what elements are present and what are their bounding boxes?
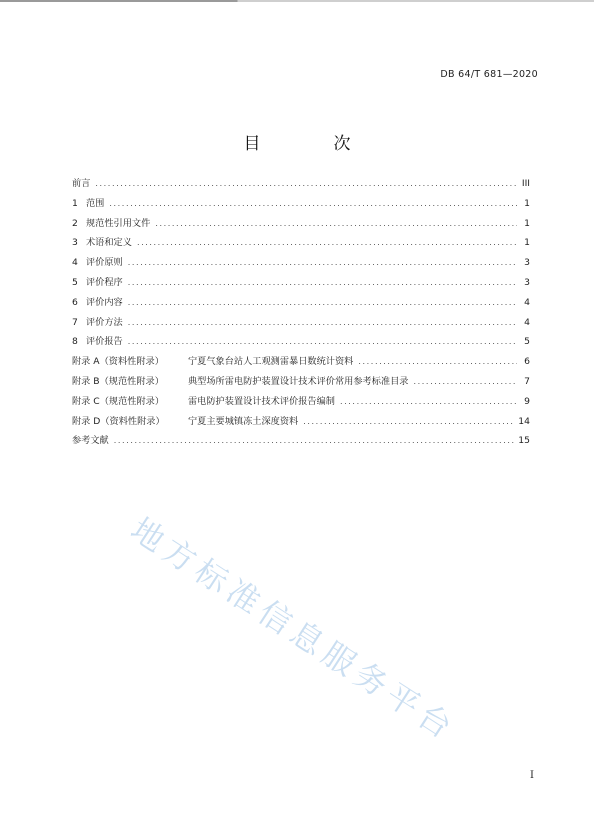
toc-entry[interactable] — [72, 313, 530, 333]
toc-entry-page: 6 — [524, 356, 530, 368]
toc-entry-page: 3 — [524, 276, 530, 288]
page-number: I — [530, 770, 534, 781]
toc-entry-label: 评价内容 — [86, 296, 123, 308]
toc-leader-dots — [114, 431, 516, 451]
toc-entry-label: 前言 — [72, 178, 91, 189]
toc-entry-appendix-prefix: 附录 C（规范性附录） — [72, 395, 165, 407]
toc-entry-page: 7 — [524, 375, 530, 387]
toc-entry-label: 宁夏气象台站人工观测雷暴日数统计资料 — [188, 356, 354, 368]
toc-entry-label: 雷电防护装置设计技术评价报告编制 — [188, 395, 335, 407]
toc-leader-dots — [128, 332, 517, 352]
toc-entry-label: 评价报告 — [86, 336, 123, 348]
top-rule — [0, 0, 594, 2]
toc-entry-number: 4 — [72, 257, 78, 269]
toc-entry-label: 术语和定义 — [86, 237, 132, 249]
toc-entry[interactable] — [72, 332, 530, 352]
toc-entry-label: 评价方法 — [86, 316, 123, 328]
toc-leader-dots — [128, 253, 517, 273]
toc-entry-label: 参考文献 — [72, 435, 109, 447]
toc-entry-label: 范围 — [86, 197, 105, 209]
toc-entry-label: 评价原则 — [86, 257, 123, 269]
toc-entry-appendix-prefix: 附录 D（资料性附录） — [72, 415, 165, 427]
toc-entry-label: 宁夏主要城镇冻土深度资料 — [188, 415, 299, 427]
toc-entry-page: 14 — [518, 415, 530, 427]
toc-leader-dots — [414, 372, 518, 392]
toc-entry[interactable] — [72, 253, 530, 273]
toc-entry-page: 5 — [524, 336, 530, 348]
toc-entry-page: 1 — [524, 237, 530, 249]
toc-entry-page: 1 — [524, 217, 530, 229]
toc-entry-page: 3 — [524, 257, 530, 269]
toc-leader-dots — [340, 392, 517, 412]
toc-entry[interactable] — [72, 174, 530, 194]
toc-leader-dots — [303, 412, 515, 432]
toc-leader-dots — [358, 352, 517, 372]
toc-entry[interactable] — [72, 392, 530, 412]
toc-entry[interactable] — [72, 194, 530, 214]
toc-entry[interactable] — [72, 372, 530, 392]
toc-entry[interactable] — [72, 431, 530, 451]
watermark: 地方标准信息服务平台 — [124, 510, 464, 749]
toc-leader-dots — [109, 194, 517, 214]
toc-entry[interactable] — [72, 214, 530, 234]
toc-entry-number: 6 — [72, 296, 78, 308]
toc-leader-dots — [128, 313, 517, 333]
toc-entry[interactable] — [72, 412, 530, 432]
toc-entry-page: 4 — [524, 296, 530, 308]
toc-entry[interactable] — [72, 293, 530, 313]
toc-leader-dots — [155, 214, 517, 234]
toc-leader-dots — [95, 174, 517, 194]
toc-entry-number: 8 — [72, 336, 78, 348]
document-code: DB 64/T 681—2020 — [440, 69, 538, 80]
toc-entry-page: 9 — [524, 395, 530, 407]
toc-entry[interactable] — [72, 352, 530, 372]
toc-entry-number: 3 — [72, 237, 78, 249]
table-of-contents — [72, 174, 530, 451]
toc-entry-number: 5 — [72, 276, 78, 288]
toc-entry[interactable] — [72, 273, 530, 293]
toc-entry-page: 15 — [518, 435, 530, 447]
toc-entry-page: III — [521, 178, 530, 189]
toc-title: 目 次 — [243, 134, 379, 154]
toc-entry[interactable] — [72, 233, 530, 253]
toc-entry-appendix-prefix: 附录 A（资料性附录） — [72, 356, 164, 368]
toc-entry-page: 4 — [524, 316, 530, 328]
toc-entry-label: 评价程序 — [86, 276, 123, 288]
toc-leader-dots — [128, 273, 517, 293]
toc-entry-number: 2 — [72, 217, 78, 229]
toc-leader-dots — [128, 293, 517, 313]
toc-entry-number: 7 — [72, 316, 78, 328]
toc-entry-page: 1 — [524, 197, 530, 209]
toc-leader-dots — [137, 233, 517, 253]
toc-entry-label: 规范性引用文件 — [86, 217, 151, 229]
toc-entry-number: 1 — [72, 197, 78, 209]
toc-entry-appendix-prefix: 附录 B（规范性附录） — [72, 375, 164, 387]
toc-entry-label: 典型场所雷电防护装置设计技术评价常用参考标准目录 — [188, 375, 409, 387]
